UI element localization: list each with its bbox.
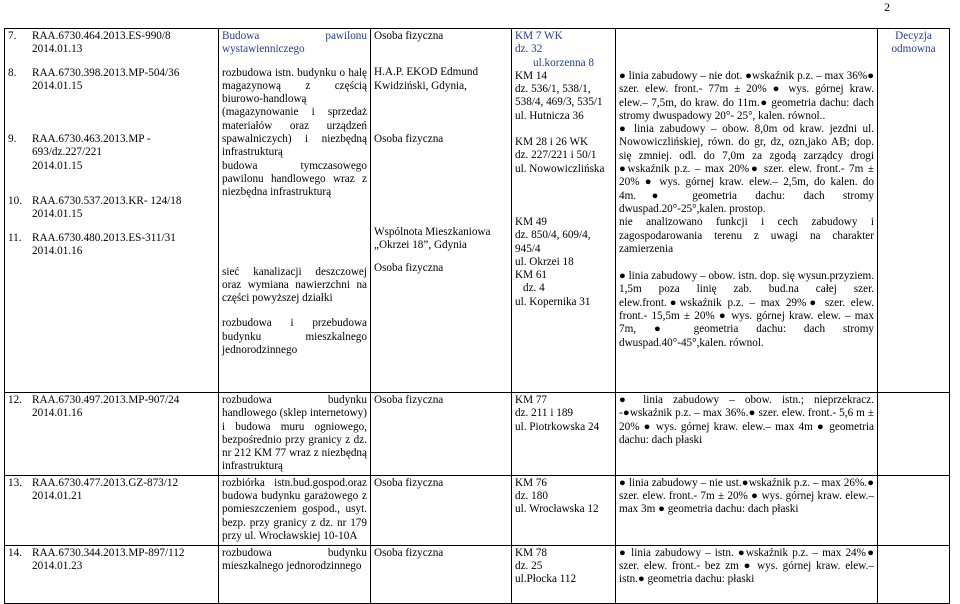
location-cell — [512, 29, 616, 393]
description-12: rozbudowa budynku handlowego (sklep internetowy) i budowa muru ogniowego, bezpośrednio przy granicy z dz. nr 212 KM 77 wraz z niezbędną infrastrukturą — [219, 393, 371, 476]
case-ref: RAA.6730.344.2013.MP-897/112 — [32, 546, 185, 559]
case-cell: 14. RAA.6730.344.2013.MP-897/112 2014.01.23 — [5, 545, 219, 603]
description-8: rozbudowa istn. budynku o halę magazynową z częścią biurowo-handlową (magazynowanie i sprzedaż materiałów oraz urządzeń spawalniczych) i niezbędną infrastrukturą — [222, 66, 367, 159]
condition-8: ● linia zabudowy – nie dot. ●wskaźnik p.z. – max 36%● szer. elew. front.- 77m ± 20% ● wys. górnej kraw. elew.– 7,5m, do kraw. do 11m.● geometria dachu: dach stromy dwuspadowy 20°- 25°, kalen. równol.. — [619, 70, 874, 122]
decision-cell — [878, 29, 950, 393]
applicant-8: H.A.P. EKOD Edmund Kwidziński, Gdynia, — [374, 66, 479, 92]
table-row — [5, 29, 950, 393]
decision-cell — [878, 475, 950, 545]
location-10: KM 49 dz. 850/4, 609/4, 945/4 ul. Okrzei 18 — [515, 215, 591, 268]
case-ref: RAA.6730.537.2013.KR- 124/18 — [32, 195, 182, 208]
location-14: KM 78 dz. 25 ul.Płocka 112 — [512, 545, 616, 603]
applicant-7: Osoba fizyczna — [374, 30, 444, 42]
condition-10: nie analizowano funkcji i cech zabudowy i zagospodarowania terenu z uwagi na charakter zamierzenia — [619, 216, 874, 255]
location-13: KM 76 dz. 180 ul. Wrocławska 12 — [512, 475, 616, 545]
condition-11: ● linia zabudowy – obow. istn. dop. się wysun.przyziem. 1,5m poza linię zab. bud.na całej szer. elew.front.●wskaźnik p.z. – max 29%● szer. elew. front.- 15,5m ± 20% ● wys. górnej kraw. elew. – max 7m, ● geometria dachu: dach stromy dwuspad.40°-45°,kalen. równol. — [619, 270, 874, 349]
register-table — [4, 28, 950, 604]
case-cell: 12. RAA.6730.497.2013.MP-907/24 2014.01.16 — [5, 393, 219, 476]
condition-13: ● linia zabudowy – nie ust.●wskaźnik p.z. – max 26%.● szer. elew. front.- 7m ± 20% ● wys. górnej kraw. elew.– max 3m ● geometria dachu: dach płaski — [616, 475, 878, 545]
case-date: 2014.01.15 — [32, 159, 83, 172]
case-ref: RAA.6730.398.2013.MP-504/36 — [32, 66, 180, 79]
case-entry-9: 9. RAA.6730.463.2013.MP - 693/dz.227/221 2014.01.15 — [8, 133, 151, 172]
case-ref: RAA.6730.480.2013.ES-311/31 — [32, 231, 176, 244]
description-10: sieć kanalizacji deszczowej oraz wymiana nawierzchni na części powyższej działki — [222, 265, 367, 305]
applicant-12: Osoba fizyczna — [371, 393, 512, 476]
applicant-9: Osoba fizyczna — [374, 132, 444, 145]
case-ref: RAA.6730.497.2013.MP-907/24 — [32, 394, 180, 406]
case-date: 2014.01.23 — [32, 560, 83, 573]
table-row — [5, 393, 950, 476]
location-7: KM 7 WK dz. 32 ul.korzenna 8 — [515, 30, 594, 69]
case-date: 2014.01.16 — [32, 407, 83, 420]
case-date: 2014.01.21 — [32, 490, 83, 503]
applicant-11: Osoba fizyczna — [374, 261, 444, 274]
applicant-cell — [371, 29, 512, 393]
case-date: 2014.01.13 — [32, 43, 83, 56]
condition-14: ● linia zabudowy – istn. ●wskaźnik p.z. – max 24%● szer. elew. front.- bez zm ● wys. górnej kraw. elew.– istn.● geometria dachu: płaski — [616, 545, 878, 603]
description-11: rozbudowa i przebudowa budynku mieszkalnego jednorodzinnego — [222, 317, 367, 357]
decision-cell — [878, 545, 950, 603]
location-11: KM 61 dz. 4 ul. Kopernika 31 — [515, 269, 591, 308]
case-ref: RAA.6730.477.2013.GZ-873/12 — [32, 476, 179, 489]
case-entry-7: 7. RAA.6730.464.2013.ES-990/8 2014.01.13 — [8, 30, 171, 56]
case-cell — [5, 29, 219, 393]
applicant-13: Osoba fizyczna — [371, 475, 512, 545]
case-cell: 13. RAA.6730.477.2013.GZ-873/12 2014.01.21 — [5, 475, 219, 545]
location-8: KM 14 dz. 536/1, 538/1, 538/4, 469/3, 535/1 ul. Hutnicza 36 — [515, 69, 603, 122]
decision-cell — [878, 393, 950, 476]
case-entry-8: 8. RAA.6730.398.2013.MP-504/36 2014.01.15 — [8, 66, 180, 92]
description-13: rozbiórka istn.bud.gospod.oraz budowa budynku garażowego z pomieszczeniem gospod., usyt. bezp. przy granicy z dz. nr 179 przy ul. Wrocławskiej 10-10A — [219, 475, 371, 545]
description-7: Budowa pawilonu wystawienniczego — [222, 30, 367, 56]
case-date: 2014.01.15 — [32, 208, 83, 221]
case-date: 2014.01.15 — [32, 79, 83, 92]
condition-12: ● linia zabudowy – obow. istn.; nieprzekracz. -●wskaźnik p.z. – max 36%.● szer. elew. front.- 5,6 m ± 20% ● wys. górnej kraw. elew.– max 4m ● geometria dachu: dach płaski — [616, 393, 878, 476]
description-cell — [219, 29, 371, 393]
case-entry-10: 10. RAA.6730.537.2013.KR- 124/18 2014.01.15 — [8, 195, 182, 221]
description-14: rozbudowa budynku mieszkalnego jednorodzinnego — [219, 545, 371, 603]
table-row — [5, 545, 950, 603]
applicant-10: Wspólnota Mieszkaniowa „Okrzei 18”, Gdynia — [374, 226, 491, 252]
description-9: budowa tymczasowego pawilonu handlowego wraz z niezbędna infrastrukturą — [222, 159, 367, 199]
case-ref: RAA.6730.464.2013.ES-990/8 — [32, 30, 171, 42]
case-ref: RAA.6730.463.2013.MP - 693/dz.227/221 — [32, 133, 151, 159]
location-12: KM 77 dz. 211 i 189 ul. Piotrkowska 24 — [512, 393, 616, 476]
page-number: 2 — [884, 0, 890, 14]
conditions-cell — [616, 29, 878, 393]
case-entry-11: 11. RAA.6730.480.2013.ES-311/31 2014.01.16 — [8, 231, 176, 257]
applicant-14: Osoba fizyczna — [371, 545, 512, 603]
decision-7: Decyzja odmowna — [891, 30, 936, 56]
location-9: KM 28 i 26 WK dz. 227/221 i 50/1 ul. Nowowiczlińska — [515, 136, 605, 175]
table-row — [5, 475, 950, 545]
case-date: 2014.01.16 — [32, 244, 83, 257]
condition-9: ● linia zabudowy – obow. 8,0m od kraw. jezdni ul. Nowowiczlińskiej, równ. do gr, dz, ozn,jako AB; dop. się zmniej. odl. do 7,0m za zgodą zarządcy drogi ●wskaźnik p.z. – max 20%● szer. elew. front.- 7m ± 20% ● wys. górnej kraw. elew.– 2,5m, do kalen. do 4m.● geometria dachu: dach stromy dwuspad.20°-25°,kalen. prostop. — [619, 123, 874, 215]
